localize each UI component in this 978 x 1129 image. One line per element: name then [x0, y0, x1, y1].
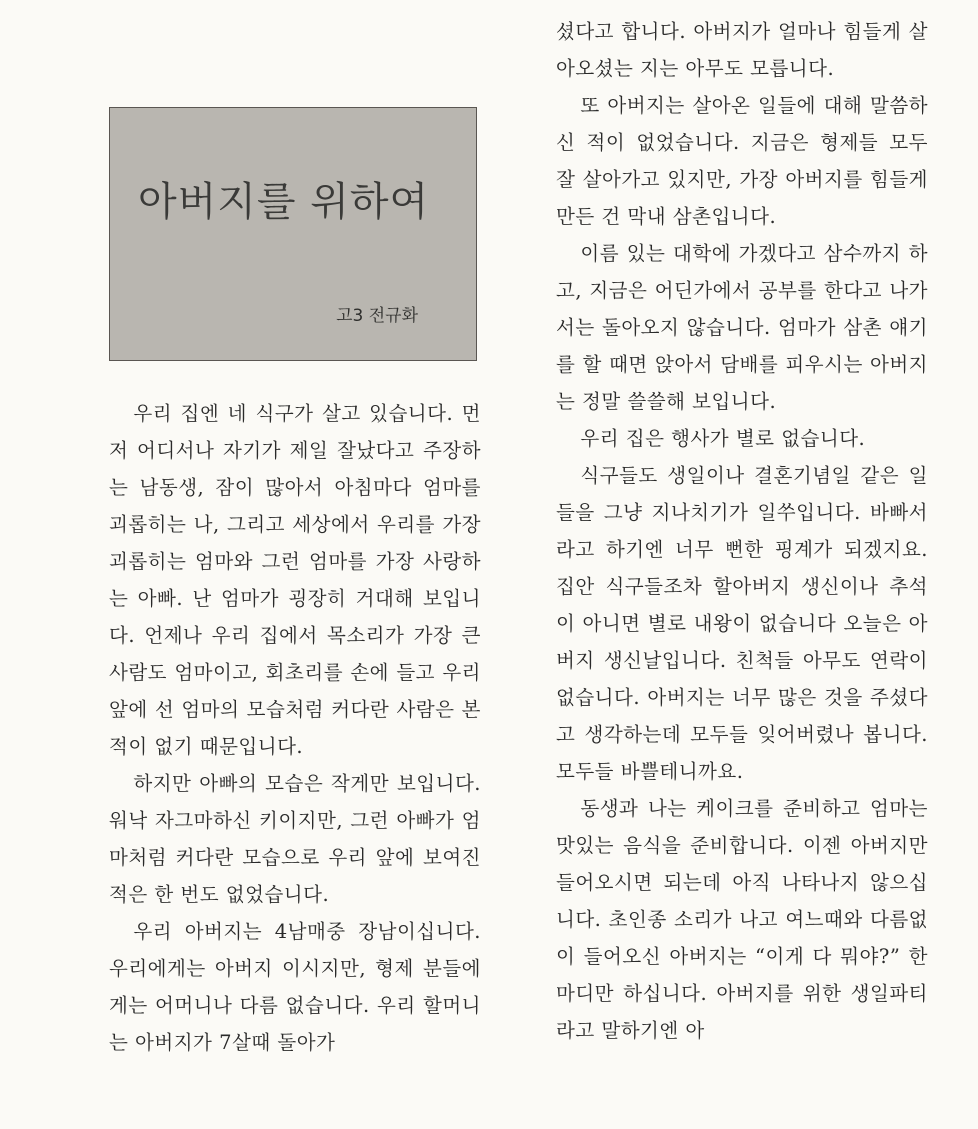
paragraph: 식구들도 생일이나 결혼기념일 같은 일들을 그냥 지나치기가 일쑤입니다. 바빠서라고 하기엔 너무 뻔한 핑계가 되겠지요. 집안 식구들조차 할아버지 생신이나 추석이 아니면 별로 내왕이 없습니다 오늘은 아버지 생신날입니다. 친척들 아무도 연락이 없습니다. 아버지는 너무 많은 것을 주셨다고 생각하는데 모두들 잊어버렸나 봅니다. 모두들 바쁠테니까요. [556, 464, 928, 783]
paragraph: 우리 집엔 네 식구가 살고 있습니다. 먼저 어디서나 자기가 제일 잘났다고 주장하는 남동생, 잠이 많아서 아침마다 엄마를 괴롭히는 나, 그리고 세상에서 우리를 가장 괴롭히는 엄마와 그런 엄마를 가장 사랑하는 아빠. 난 엄마가 굉장히 거대해 보입니다. 언제나 우리 집에서 목소리가 가장 큰 사람도 엄마이고, 회초리를 손에 들고 우리 앞에 선 엄마의 모습처럼 커다란 사람은 본 적이 없기 때문입니다. [109, 402, 481, 758]
paragraph: 우리 집은 행사가 별로 없습니다. [580, 427, 866, 450]
article-title: 아버지를 위하여 [138, 179, 430, 225]
paragraph: 셨다고 합니다. 아버지가 얼마나 힘들게 살아오셨는 지는 아무도 모릅니다. [556, 20, 928, 80]
paragraph: 동생과 나는 케이크를 준비하고 엄마는 맛있는 음식을 준비합니다. 이젠 아버지만 들어오시면 되는데 아직 나타나지 않으십니다. 초인종 소리가 나고 여느때와 다름없이 들어오신 아버지는 “이게 다 뭐야?” 한마디만 하십니다. 아버지를 위한 생일파티라고 말하기엔 아 [556, 797, 928, 1042]
article-author: 고3 전규화 [336, 306, 418, 326]
left-text-column [109, 395, 481, 1061]
paragraph: 우리 아버지는 4남매중 장남이십니다. 우리에게는 아버지 이시지만, 형제 분들에게는 어머니나 다름 없습니다. 우리 할머니는 아버지가 7살때 돌아가 [109, 920, 481, 1054]
paragraph: 하지만 아빠의 모습은 작게만 보입니다. 워낙 자그마하신 키이지만, 그런 아빠가 엄마처럼 커다란 모습으로 우리 앞에 보여진 적은 한 번도 없었습니다. [109, 772, 481, 906]
right-text-column [556, 13, 928, 1049]
paragraph: 이름 있는 대학에 가겠다고 삼수까지 하고, 지금은 어딘가에서 공부를 한다고 나가서는 돌아오지 않습니다. 엄마가 삼촌 얘기를 할 때면 앉아서 담배를 피우시는 아버지는 정말 쓸쓸해 보입니다. [556, 242, 928, 413]
title-box [109, 107, 477, 361]
paragraph: 또 아버지는 살아온 일들에 대해 말씀하신 적이 없었습니다. 지금은 형제들 모두 잘 살아가고 있지만, 가장 아버지를 힘들게 만든 건 막내 삼촌입니다. [556, 94, 928, 228]
